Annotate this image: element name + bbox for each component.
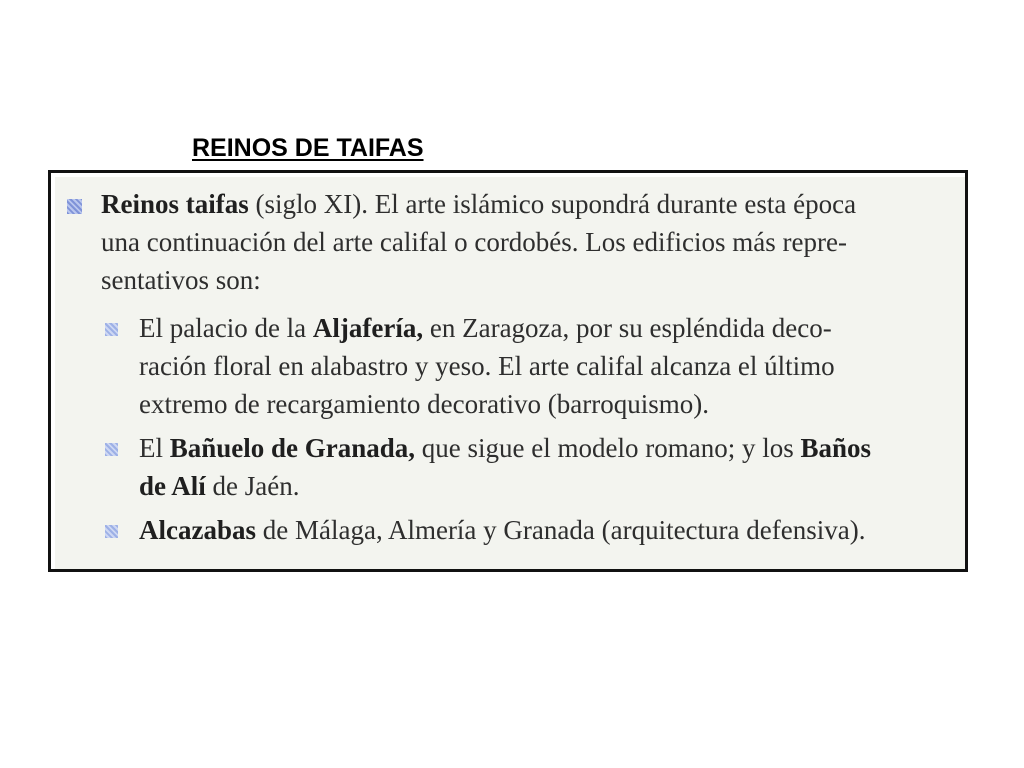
subitem-1-heading: Aljafería, xyxy=(312,313,424,343)
subitem-1-line-1 xyxy=(139,309,832,347)
subitem-2-pre: El xyxy=(139,433,170,463)
subitem-3-line-1 xyxy=(139,511,865,549)
bullet-icon xyxy=(67,199,82,214)
text-image-frame xyxy=(48,170,968,572)
subitem-2-heading-2: Baños xyxy=(800,433,872,463)
scanned-text-block xyxy=(55,177,965,569)
sub-bullet-icon xyxy=(105,443,118,456)
subitem-2-line-2-text: de Jaén. xyxy=(205,471,300,501)
subitem-1-line-3: extremo de recargamiento decorativo (barroquismo). xyxy=(139,389,710,419)
main-item-text: ). El arte islámico supondrá durante esta época xyxy=(352,189,857,219)
main-item-century: XI xyxy=(323,189,353,219)
subitem-1-line-2: ración floral en alabastro y yeso. El arte califal alcanza el último xyxy=(139,351,835,381)
subitem-2-post: que sigue el modelo romano; y los xyxy=(415,433,801,463)
sub-bullet-icon xyxy=(105,525,118,538)
slide-title: REINOS DE TAIFAS xyxy=(192,134,424,162)
subitem-1-post: en Zaragoza, por su espléndida deco- xyxy=(423,313,832,343)
subitem-2-line-1 xyxy=(139,429,871,467)
subitem-3-post: de Málaga, Almería y Granada (arquitectura defensiva). xyxy=(256,515,866,545)
main-item-line-3: sentativos son: xyxy=(101,265,261,295)
main-item-line-2: una continuación del arte califal o cordobés. Los edificios más repre- xyxy=(101,227,847,257)
subitem-2-line-2-bold: de Alí xyxy=(139,471,206,501)
subitem-3-heading: Alcazabas xyxy=(139,515,256,545)
subitem-2-heading: Bañuelo de Granada, xyxy=(169,433,416,463)
sub-bullet-icon xyxy=(105,323,118,336)
main-item-heading: Reinos taifas xyxy=(101,189,249,219)
subitem-2-line-2 xyxy=(139,467,299,505)
main-item-open: (siglo xyxy=(248,189,324,219)
main-item-line-1 xyxy=(101,185,856,223)
subitem-1-pre: El palacio de la xyxy=(139,313,313,343)
